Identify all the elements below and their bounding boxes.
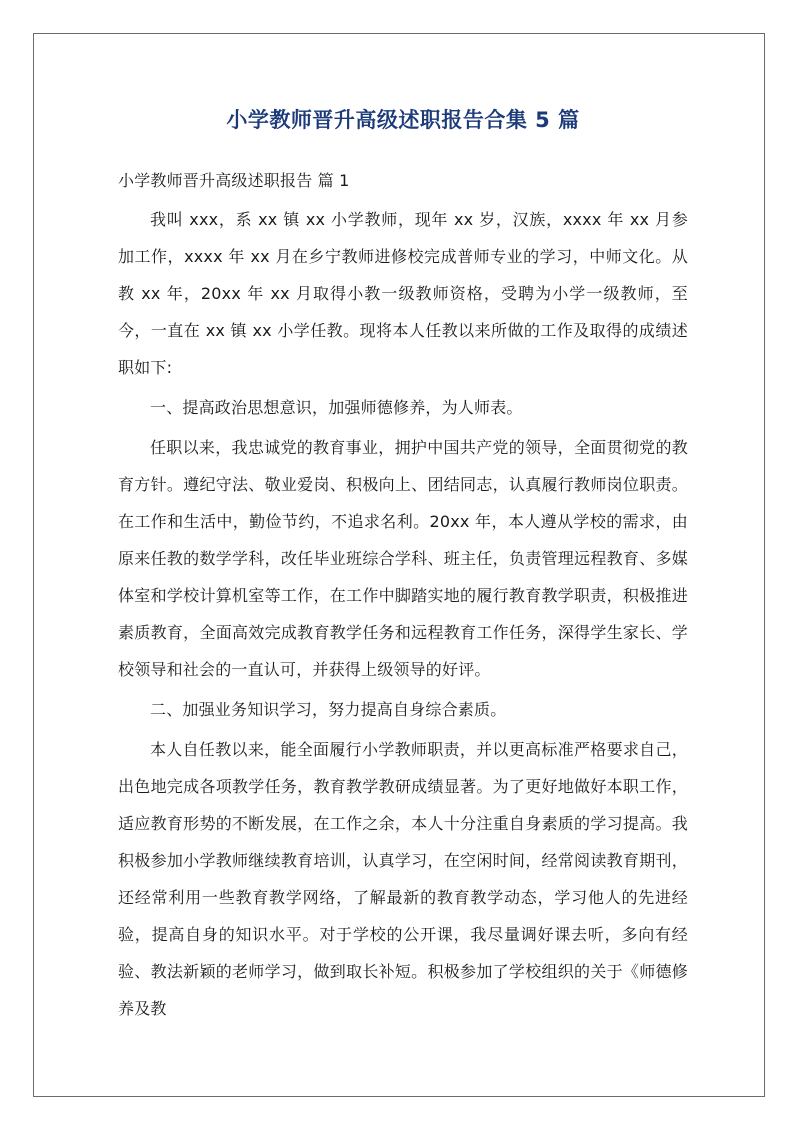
document-body <box>118 166 688 1030</box>
paragraph-intro: 我叫 xxx，系 xx 镇 xx 小学教师，现年 xx 岁，汉族，xxxx 年 xx 月参加工作，xxxx 年 xx 月在乡宁教师进修校完成普师专业的学习，中师文化。从教 xx 年，20xx 年 xx 月取得小教一级教师资格，受聘为小学一级教师，至今，一直在 xx 镇 xx 小学任教。现将本人任教以来所做的工作及取得的成绩述职如下: <box>118 210 688 377</box>
paragraph-section-1: 任职以来，我忠诚党的教育事业，拥护中国共产党的领导，全面贯彻党的教育方针。遵纪守法、敬业爱岗、积极向上、团结同志，认真履行教师岗位职责。在工作和生活中，勤俭节约，不追求名利。20xx 年，本人遵从学校的需求，由原来任教的数学学科，改任毕业班综合学科、班主任，负责管理远程教育、多媒体室和学校计算机室等工作，在工作中脚踏实地的履行教育教学职责，积极推进素质教育，全面高效完成教育教学任务和远程教育工作任务，深得学生家长、学校领导和社会的一直认可，并获得上级领导的好评。 <box>118 438 688 679</box>
section-subtitle: 小学教师晋升高级述职报告 篇 1 <box>118 171 350 190</box>
document-title: 小学教师晋升高级述职报告合集 5 篇 <box>226 108 580 132</box>
section-heading-2: 二、加强业务知识学习，努力提高自身综合素质。 <box>150 700 507 719</box>
section-heading-1: 一、提高政治思想意识，加强师德修养，为人师表。 <box>150 398 523 417</box>
paragraph-section-2: 本人自任教以来，能全面履行小学教师职责，并以更高标准严格要求自己，出色地完成各项教学任务，教育教学教研成绩显著。为了更好地做好本职工作，适应教育形势的不断发展，在工作之余，本人十分注重自身素质的学习提高。我积极参加小学教师继续教育培训，认真学习，在空闲时间，经常阅读教育期刊，还经常利用一些教育教学网络，了解最新的教育教学动态，学习他人的先进经验，提高自身的知识水平。对于学校的公开课，我尽量调好课去听，多向有经验、教法新颖的老师学习，做到取长补短。积极参加了学校组织的关于《师德修养及教 <box>118 740 688 1018</box>
